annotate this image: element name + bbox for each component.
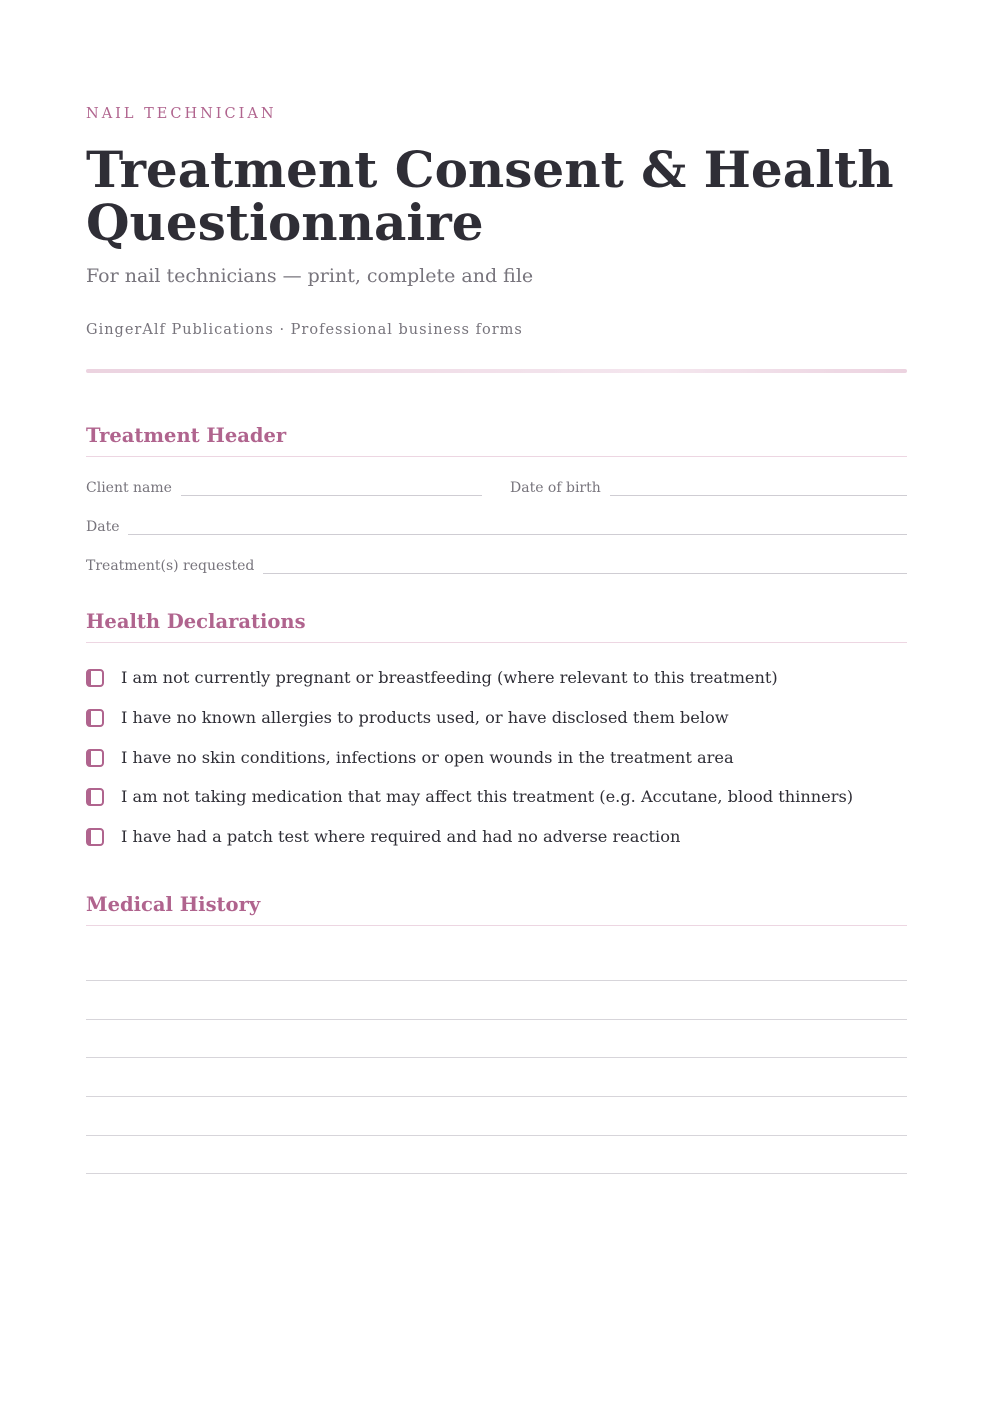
declaration-text: I have no skin conditions, infections or open wounds in the treatment area xyxy=(121,747,734,767)
declarations-list xyxy=(86,666,907,865)
header-divider xyxy=(86,369,907,373)
declaration-item[interactable] xyxy=(86,825,907,865)
date-field[interactable] xyxy=(86,516,907,535)
treatments-requested-label: Treatment(s) requested xyxy=(86,558,255,574)
declaration-text: I have had a patch test where required and had no adverse reaction xyxy=(121,827,681,847)
declaration-item[interactable] xyxy=(86,785,907,825)
page-subtitle: For nail technicians — print, complete and file xyxy=(86,265,534,287)
declaration-item[interactable] xyxy=(86,706,907,746)
date-of-birth-input-line[interactable] xyxy=(610,477,907,496)
declaration-item[interactable] xyxy=(86,746,907,786)
date-of-birth-label: Date of birth xyxy=(510,480,601,496)
treatments-requested-input-line[interactable] xyxy=(263,555,907,574)
section-title-health-declarations: Health Declarations xyxy=(86,610,907,643)
checkbox-icon[interactable] xyxy=(86,788,104,806)
page-title: Treatment Consent & Health Questionnaire xyxy=(86,140,894,252)
declaration-text: I have no known allergies to products used, or have disclosed them below xyxy=(121,707,729,727)
category-eyebrow: NAIL TECHNICIAN xyxy=(86,106,277,122)
medical-history-line[interactable] xyxy=(86,1019,907,1020)
medical-history-line[interactable] xyxy=(86,1135,907,1136)
checkbox-icon[interactable] xyxy=(86,828,104,846)
checkbox-icon[interactable] xyxy=(86,709,104,727)
publisher-line: GingerAlf Publications · Professional business forms xyxy=(86,322,523,338)
checkbox-icon[interactable] xyxy=(86,669,104,687)
declaration-item[interactable] xyxy=(86,666,907,706)
section-title-treatment-header: Treatment Header xyxy=(86,424,907,457)
date-input-line[interactable] xyxy=(128,516,907,535)
date-label: Date xyxy=(86,519,120,535)
date-of-birth-field[interactable] xyxy=(510,477,907,496)
medical-history-line[interactable] xyxy=(86,980,907,981)
declaration-text: I am not taking medication that may affect this treatment (e.g. Accutane, blood thinners) xyxy=(121,787,854,807)
medical-history-line[interactable] xyxy=(86,1096,907,1097)
medical-history-line[interactable] xyxy=(86,1173,907,1174)
declaration-text: I am not currently pregnant or breastfeeding (where relevant to this treatment) xyxy=(121,668,778,687)
checkbox-icon[interactable] xyxy=(86,749,104,767)
client-name-label: Client name xyxy=(86,480,172,496)
treatments-requested-field[interactable] xyxy=(86,555,907,574)
client-name-field[interactable] xyxy=(86,477,482,496)
medical-history-line[interactable] xyxy=(86,1057,907,1058)
client-name-input-line[interactable] xyxy=(181,477,482,496)
section-title-medical-history: Medical History xyxy=(86,893,907,926)
